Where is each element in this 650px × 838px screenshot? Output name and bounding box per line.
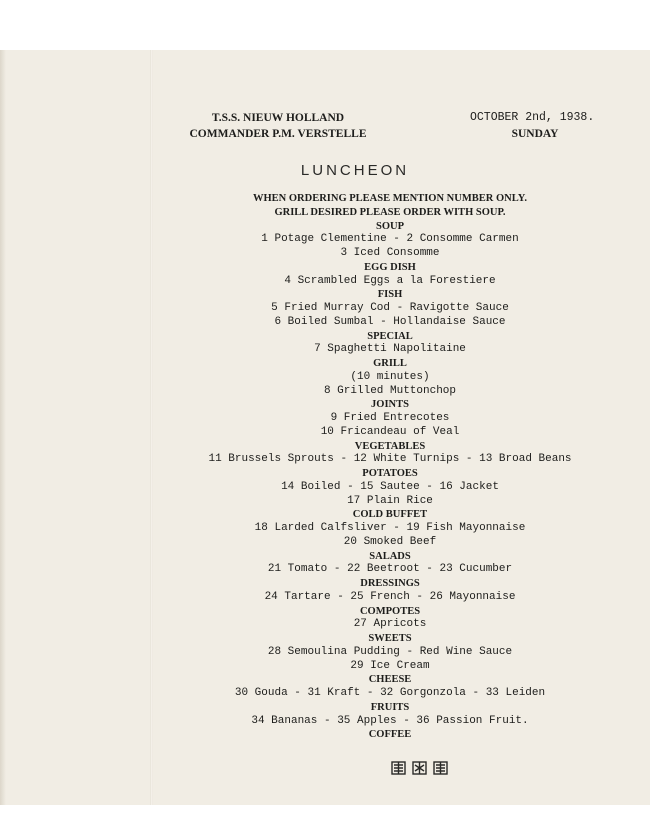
menu-date: OCTOBER 2nd, 1938. xyxy=(470,111,595,124)
date-header xyxy=(470,110,650,142)
menu-item: 4 Scrambled Eggs a la Forestiere xyxy=(284,274,496,287)
page-title: LUNCHEON xyxy=(300,162,410,179)
ship-name: T.S.S. NIEUW HOLLAND xyxy=(211,112,345,124)
menu-body xyxy=(140,192,640,742)
menu-item: 30 Gouda - 31 Kraft - 32 Gorgonzola - 33 Leiden xyxy=(234,687,546,699)
card-edge-shadow xyxy=(0,50,6,805)
menu-item: 11 Brussels Sprouts - 12 White Turnips - 13 Broad Beans xyxy=(208,453,572,466)
ordering-instruction: GRILL DESIRED PLEASE ORDER WITH SOUP. xyxy=(274,206,506,218)
menu-item: 3 Iced Consomme xyxy=(340,247,440,259)
menu-item: 14 Boiled - 15 Sautee - 16 Jacket xyxy=(281,480,499,493)
menu-item: 28 Semoulina Pudding - Red Wine Sauce xyxy=(267,645,513,658)
menu-item: 7 Spaghetti Napolitaine xyxy=(314,343,466,356)
menu-item: 21 Tomato - 22 Beetroot - 23 Cucumber xyxy=(267,563,513,576)
menu-item: 6 Boiled Sumbal - Hollandaise Sauce xyxy=(274,315,506,328)
section-heading: GRILL xyxy=(373,358,407,369)
section-heading: FRUITS xyxy=(370,701,410,713)
menu-item: 8 Grilled Muttonchop xyxy=(323,384,457,397)
menu-item: 5 Fried Murray Cod - Ravigotte Sauce xyxy=(271,302,509,314)
section-heading: SOUP xyxy=(375,220,404,232)
menu-item: 1 Potage Clementine - 2 Consomme Carmen xyxy=(261,233,519,246)
menu-item: (10 minutes) xyxy=(350,370,430,383)
ordering-instruction: WHEN ORDERING PLEASE MENTION NUMBER ONLY. xyxy=(252,193,527,204)
section-heading: SALADS xyxy=(369,550,411,562)
menu-item: 27 Apricots xyxy=(353,618,427,631)
section-heading: POTATOES xyxy=(362,468,418,479)
section-heading: DRESSINGS xyxy=(360,578,420,589)
menu-item: 24 Tartare - 25 French - 26 Mayonnaise xyxy=(264,590,516,603)
menu-item: 17 Plain Rice xyxy=(347,494,433,507)
menu-day: SUNDAY xyxy=(511,128,559,140)
menu-item: 9 Fried Entrecotes xyxy=(330,412,450,424)
menu-item: 10 Fricandeau of Veal xyxy=(320,425,460,438)
commander-name: COMMANDER P.M. VERSTELLE xyxy=(189,128,367,140)
section-heading: FISH xyxy=(377,289,403,301)
section-heading: CHEESE xyxy=(368,674,412,686)
menu-item: 18 Larded Calfsliver - 19 Fish Mayonnaise xyxy=(254,522,526,534)
section-heading: SPECIAL xyxy=(367,330,413,342)
section-heading: COMPOTES xyxy=(359,605,421,617)
menu-item: 20 Smoked Beef xyxy=(343,535,437,548)
ship-header xyxy=(168,110,388,142)
section-heading: JOINTS xyxy=(371,399,409,411)
company-emblem-icon xyxy=(390,760,450,776)
menu-item: 29 Ice Cream xyxy=(350,659,430,672)
section-heading: VEGETABLES xyxy=(354,440,426,452)
section-heading: COLD BUFFET xyxy=(352,509,428,521)
menu-item: 34 Bananas - 35 Apples - 36 Passion Fruit. xyxy=(251,714,529,727)
section-heading: COFFEE xyxy=(368,729,412,741)
section-heading: EGG DISH xyxy=(364,261,416,273)
section-heading: SWEETS xyxy=(368,633,412,644)
